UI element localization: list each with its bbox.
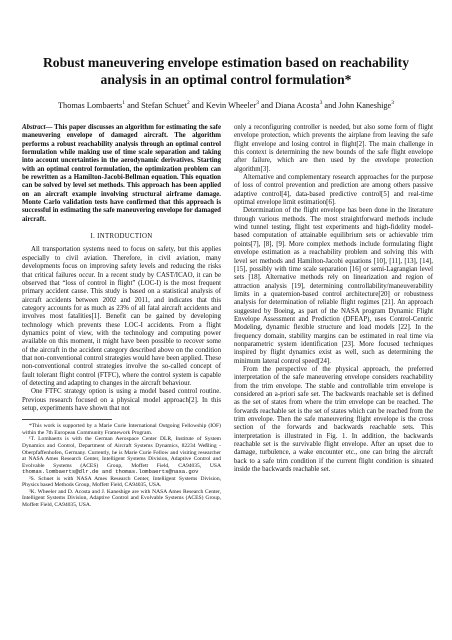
section-heading: I. INTRODUCTION: [90, 233, 153, 241]
author-name: Thomas Lombaerts: [57, 100, 123, 110]
footnote-author-1: [22, 436, 221, 475]
author-name: Kevin Wheeler: [205, 100, 257, 110]
footnote-email: thomas.lombaerts@dlr.de and thomas.lombaerts@nasa.gov: [22, 468, 199, 476]
footnote-divider: [22, 419, 112, 420]
abstract-text: — This paper discusses an algorithm for estimating the safe maneuvering envelope of damaged aircraft. The algorithm performs a robust reachability analysis through an optimal control formulation while making use of time scale separation and taking into account uncertainties in the aerodynamic derivatives. Starting with an optimal control formulation, the optimization problem can be rewritten as a Hamilton-Jacobi-Bellman equation. This equation can be solved by level set methods. This approach has been applied on an aircraft example involving structural airframe damage. Monte Carlo validation tests have confirmed that this approach is successful in estimating the safe maneuvering envelope for damaged aircraft.: [22, 124, 221, 223]
intro-paragraph-1: All transportation systems need to focus on safety, but this applies especially to civil aviation. Therefore, in civil aviation, many developments focus on improving safety levels and reducing the risks that critical failures occur. In a recent study by CAST/ICAO, it can be observed that “loss of control in flight” (LOC-I) is the most frequent primary accident cause. This study is based on a statistical analysis of aircraft accidents between 2002 and 2011, and indicates that this category accounts for as much as 23% of all fatal aircraft accidents and involves most fatalities[1]. Benefit can be gained by developing technology which prevents these LOC-I accidents. From a flight dynamics point of view, with the technology and computing power available on this moment, it might have been possible to recover some of the aircraft in the accident category described above on the condition that non-conventional control strategies would have been applied. These non-conventional control strategies involve the so-called concept of fault tolerant flight control (FTFC), where the control system is capable of detecting and adapting to changes in the aircraft behaviour.: [22, 246, 221, 387]
footnote-author-3: [22, 489, 221, 509]
body-paragraph-continued: only a reconfiguring controller is needed, but also some form of flight envelope protection, which prevents the airplane from leaving the safe flight envelope and losing control in flight[2]. The main challenge in this context is determining the new bounds of the safe flight envelope after failure, which are then used by the envelope protection algorithm[3].: [234, 124, 433, 173]
author-list: [20, 98, 432, 111]
body-paragraph-alternatives: Alternative and complementary research approaches for the purpose of loss of control prevention and prediction are among others passive adaptive control[4], data-based predictive control[5] and real-time optimal envelope limit estimation[6].: [234, 174, 433, 207]
abstract-label: Abstract: [22, 124, 46, 131]
author-name: Diana Acosta: [275, 100, 320, 110]
author-separator: and: [258, 100, 276, 110]
abstract: [22, 124, 221, 224]
footnote-text: *This work is supported by a Marie Curie International Outgoing Fellowship (IOF) within the 7th European Community Framework Program.: [22, 423, 221, 436]
author-name: John Kaneshige: [338, 100, 392, 110]
intro-paragraph-2: One FTFC strategy option is using a model based control routine. Previous research focused on a physical model approach[2]. In this setup, experiments have shown that not: [22, 388, 221, 412]
footnote-author-2: [22, 476, 221, 489]
author-name: Stefan Schuet: [141, 100, 188, 110]
footnote-funding: [22, 423, 221, 436]
author-affiliation-mark: 1: [122, 100, 126, 106]
body-paragraph-physical-approach: From the perspective of the physical approach, the preferred interpretation of the safe maneuvering envelope considers reachability from the trim envelope. The stable and controllable trim envelope is considered an a-priori safe set. The backwards reachable set is defined as the set of states from where the trim envelope can be reached. The forwards reachable set is the set of states which can be reached from the trim envelope. Then the safe maneuvering flight envelope is the cross section of the forwards and backwards reachable sets. This interpretation is illustrated in Fig. 1. In addition, the backwards reachable set is the survivable flight envelope. After an upset due to damage, turbulence, a wake encounter etc., one can bring the aircraft back to a safe trim condition if the current flight condition is situated inside the backwards reachable set.: [234, 365, 433, 474]
right-column: [234, 124, 433, 474]
author-affiliation-mark: 3: [256, 100, 259, 106]
body-paragraph-determination: Determination of the flight envelope has been done in the literature through various methods. The most straightforward methods include wind tunnel testing, flight test experiments and high-fidelity model-based computation of attainable equilibrium sets or achievable trim points[7], [8], [9]. More complex methods include formulating flight envelope estimation as a reachability problem and solving this with level set methods and Hamilton-Jacobi equations [10], [11], [13], [14], [15], possibly with time scale separation [16] or semi-Lagrangian level sets [18]. Alternative methods rely on linearization and region of attraction analysis [19], determining controllability/maneuverability limits in a quaternion-based control architecture[20] or robustness analysis for determination of reliable flight regimes [21]. An approach suggested by Boeing, as part of the NASA program Dynamic Flight Envelope Assessment and Prediction (DFEAP), uses Control-Centric Modeling, dynamic flexible structure and load models [22]. In the frequency domain, stability margins can be estimated in real time via nonparametric system identification [23]. More focused techniques inspired by flight dynamics exist as well, such as determining the minimum lateral control speed[24].: [234, 207, 433, 365]
footnote-text: ³K. Wheeler and D. Acosta and J. Kaneshige are with NASA Ames Research Center, Intelligent Systems Division, Adaptive Control and Evolvable Systems (ACES) Group, Moffett Field, CA94035, USA.: [22, 488, 221, 508]
author-separator: and: [189, 100, 206, 110]
author-affiliation-mark: 3: [391, 100, 394, 106]
left-column: [22, 124, 221, 508]
author-separator: and: [125, 100, 142, 110]
author-affiliation-mark: 3: [319, 100, 323, 106]
paper-title: Robust maneuvering envelope estimation based on reachability analysis in an optimal control formulation*: [42, 55, 410, 87]
footnote-text: ²S. Schuet is with NASA Ames Research Center, Intelligent Systems Division, Physics based Methods Group, Moffett Field, CA94035, USA.: [22, 475, 221, 489]
footnote-text: ¹T. Lombaerts is with the German Aerospace Center DLR, Institute of System Dynamics and Control, Department of Aircraft Systems Dynamics, 82234 Weßling - Oberpfaffenhofen, Germany. Currently, he is Marie Curie Fellow and visiting researcher at NASA Ames Research Center, Intelligent Systems Division, Adaptive Control and Evolvable Systems (ACES) Group, Moffett Field, CA94035, USA: [22, 436, 221, 469]
author-separator: and: [322, 100, 339, 110]
author-affiliation-mark: 2: [187, 100, 190, 106]
